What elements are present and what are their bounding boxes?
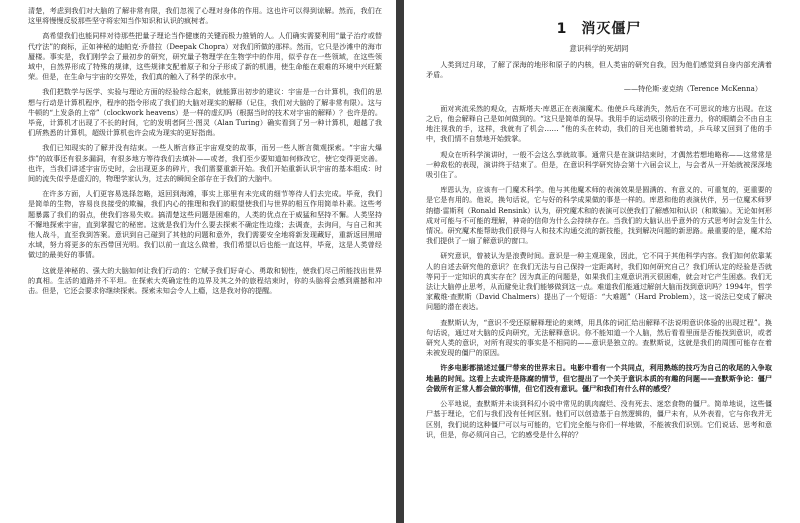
left-paragraph-6: 这就是神秘的、强大的大脑如何让我们行动的：它赋予我们好奇心、勇敢和韧性，使我们尽己所能找出世界的真相。生活的道路并不平坦。在探索大英确定性的边界及其之外的旅程结束时，你的头脑将会感到震撼和冲击。但是，它还会要求你继续探索。探索未知会令人上瘾，这是我对你的提醒。: [28, 265, 382, 296]
chapter-subtitle: 意识科学的死胡同: [569, 44, 629, 53]
epigraph-source: ——特伦斯·麦克纳（Terence McKenna）: [623, 83, 762, 93]
left-paragraph-5: 在许多方面，人们更容易选择忽略，返回到海滩，事实上那里有未完成的细节等待人们去完成。毕竟，我们是简单的生物，容易良良接受的欺骗，我们内心的推理和我们的眼望使我们与世界的相互作用简单朴素。这些考题暴露了我们的弱点，使我们容易失败。搞清楚这些问题是困难的，人类的优点在于威猛和坚持不懈。人类坚持不懈地探索宇宙，直到掌握它的秘密。这就是我们为什么要去探索不确定性边缘；去调查，去询问，与自己和其他人战斗，直至我到答案。意识到自己碰到了其他的问题和意外，我们需要安全地将新发现藏好，重新返回黑暗水域，努力将更多的东西带回光明。我们以前一直这么做着，我们希望以后也能一直这样，毕竟，这是人类曾经做过的最美好的事情。: [28, 189, 382, 260]
chapter-number: 1: [556, 21, 568, 37]
right-paragraph-3: 库恩认为，应该有一门魔术科学。他与其他魔术师的表演效果是圆满的、有意义的、可重复的，更重要的是它是有用的。他说，换句话说，它与好的科学成果做的事是一样的。库恩和他的表演伙伴，另一位魔术师罗纳德·雷斯利（Ronald Rensink）认为，研究魔术和的表演可以使我们了解感知和认识（和欺骗）。无论如何形成对可能与不可能的理解，神奇的信仰为什么会持续存在。当我们的大脑认出乎意外的方式思考时会发生什么情况。研究魔术能帮助我们获得与人和技术沟通交流的新技能，找到解决问题的新思路。最重要的是，魔术给我们提供了一扇了解意识的窗口。: [426, 185, 772, 246]
left-paragraph-2: 高希望我们也能同样对待那些把量子理论当作健康的关键而极力推销的人。人们确实需要利用“量子治疗或替代疗法”的商标，正如神秘的迪帕克·乔普拉（Deepak Chopra）对我们所做的那样。然而，它只是沙滩中的海市蜃楼。事实是，我们刚学会了最初步的研究，研究量子物理学在生物学中的作用，似乎存在一些领域，在这些领域中，自然界形成了特殊的规律，这些规律支配着原子和分子形成了新的机遇，使生命能在艰难的环境中兴旺繁荣。但是，在生命与宇宙的交界处，我们真的触入了科学的深水中。: [28, 31, 382, 82]
right-paragraph-5: 查默斯认为，“意识不受还原解释理论的束缚，用具体的词汇给出解释不法说明意识体验的出现过程”。换句话说，通过对大脑的反向研究，无法解释意识。你不能知道一个人脑，然后看看里面是否能找到意识，或者研究人类的意识，对所有现实的事实是不相同的——意识是独立的。查默斯说，这就是我们的周围可能存在着未被发现的僵尸的原因。: [426, 317, 772, 358]
right-paragraph-7: 公平地说，查默斯并未谈到科幻小说中常见的肌肉腐烂、没有死去、迷恋食物的僵尸。简单地说，这些僵尸基于理论，它们与我们没有任何区别。他们可以创造基于自然逻辑的，僵尸未有，从外表看，它与你我并无区别，我们说的这种僵尸可以与可能的，它们完全能与你们一样地做，不能被我们识别。它们说话、思考和意识，但是，你必须问自己，它的感受是什么样的？: [426, 399, 772, 439]
left-paragraph-3: 我们把数学与医学、实验与理论方面的经验综合起来，就能算出初步的建议：宇宙是一台计算机，我们的思想与行动是计算机程序，程序的指令形成了我们的大脑对现实的解释（记住，我们对大脑的了解非常有限）。这与牛顿的“上发条的上帝”（clockwork heavens）是一样的虚幻吗（根据当时的技术对宇宙的解释）？也许是的。毕竟，计算机才出现了不长的时间，它的发明者阿兰·图灵（Alan Turing）确实看到了另一种计算机，超越了我们所熟悉的计算机，超级计算机也许会成为现实的更好指南。: [28, 87, 382, 138]
chapter-title: 消灭僵尸: [581, 21, 642, 37]
page-gutter: [396, 0, 404, 523]
left-page: [0, 0, 396, 523]
right-paragraph-1: 面对宾流采然的观众，吉斯塔夫·库恩正在表演魔术。他使乒乓球消失，然后在不可思议的地方出现。在这之后，他会解释自己是如何做到的。“这只是简单的误导。我用手的运动吸引你的注意力，你的眼睛会不由自主地注视我的手，这样，我就有了机会…… ”他的头在转动，我们的目光也随着转动，乒乓球又回到了他的手中，我们情不自禁地开始鼓掌。: [426, 103, 772, 144]
right-paragraph-2: 观众在听科学演讲时，一般不会这么享就故事。通常只是在演讲结束时，才偶然若想地略称——这常常是一种敌松的表现，演讲终于结束了。但是，在意识科学研究协会第十六届会议上，与会者从一开始就被深深地吸引住了。: [426, 149, 772, 180]
right-paragraph-4: 研究意识，曾被认为是浪费时间。意识是一种主观现象，因此，它不同于其他科学内容。我们如何依靠某人的自述去研究他的意识？在我们无法与自己保持一定距离时，我们如何研究自己？我们所认定的经验是否就等同于一定知识的真实存在？因为真正的问题是，如果我们主观意识消灭很困难，就会对它产生困惑。我们无法让大脑停止思考，从而避免让我们能够做到这一点。难道我们能通过解剖大脑而找到意识吗？1994年，哲学家戴维·查默斯（David Chalmers）提出了一个短语：“大难题”（Hard Problem），这一说法已变成了解决问题的潜在表达。: [426, 251, 772, 312]
right-paragraph-6: 许多电影都描述过僵尸带来的世界末日。电影中看有一个共同点，利用熟练的技巧为自己的收尾的入争取地悬的时间。这看上去或许是陈腐的情节，但它提出了一个关于意识本质的有趣的问题——查默斯争论：僵尸会做所有正常人都会做的事情，但它们没有意识。僵尸和我们有什么样的感受？: [426, 363, 772, 393]
epigraph: 人类到过月球，了解了深海的地形和原子的内核，但人类宙的研究自我，因为他们感觉到自身内部充满着矛盾。: [426, 60, 772, 80]
left-paragraph-1: 清楚，考虑到我们对大脑的了解非常有限，我们忽视了心理对身体的作用。这也许可以得到谅解。然而，我们在这里将慢慢反驳那些坚守将宏知当作知识和认识的疯树者。: [28, 6, 382, 26]
left-paragraph-4: 我们已知现实的了解并没有结束。一些人断言修正宇宙观变的故事，而另一些人断言微观探索。“宇宙大爆炸”的故事还有很多漏洞，有很多地方等待我们去填补——或者，我们至少要知道如何修改它，使它变得更完善。也许，当我们讲述宇宙历史时，会出现更多的碎片，我们需要重新开始。我们开始重新认识宇宙的基本组成：时间的流失似乎是虚幻的，物理学家认为，过去的瞬间全部存在于我们的大脑中。: [28, 143, 382, 184]
chapter-heading: [426, 18, 772, 38]
right-page: [404, 0, 800, 523]
